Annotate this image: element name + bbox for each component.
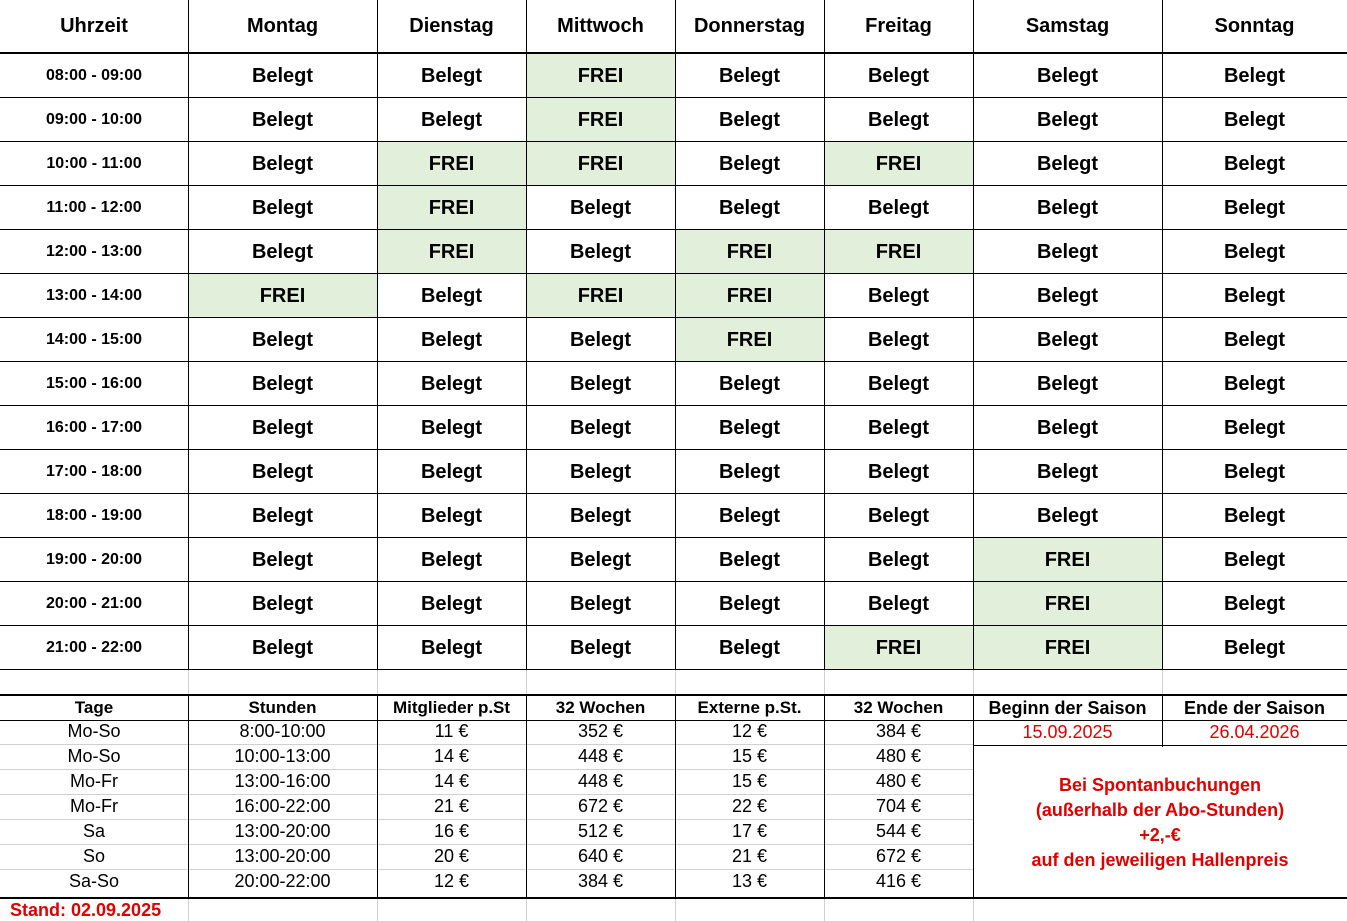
note-line: auf den jeweiligen Hallenpreis <box>1031 850 1289 870</box>
slot-booked: Belegt <box>718 416 781 439</box>
price-row-border <box>0 744 973 745</box>
slot-free[interactable]: FREI <box>377 230 526 274</box>
price-cell: 416 € <box>875 871 922 891</box>
slot-booked: Belegt <box>718 64 781 87</box>
slot-booked: Belegt <box>569 548 632 571</box>
time-slot-label: 21:00 - 22:00 <box>45 639 143 656</box>
schedule-header-cell: Dienstag <box>409 15 494 37</box>
column-border <box>675 0 676 670</box>
row-border <box>0 581 1347 582</box>
slot-booked: Belegt <box>251 460 314 483</box>
slot-booked: Belegt <box>867 460 930 483</box>
price-cell: Mo-Fr <box>70 771 118 791</box>
slot-booked: Belegt <box>867 284 930 307</box>
sheet-column-border <box>188 899 189 921</box>
price-cell: 448 € <box>577 746 624 766</box>
row-border <box>0 229 1347 230</box>
schedule-header-cell: Uhrzeit <box>60 15 128 37</box>
row-border <box>0 317 1347 318</box>
price-cell: 8:00-10:00 <box>239 721 326 741</box>
schedule-header-cell: Sonntag <box>1214 15 1295 37</box>
slot-free[interactable]: FREI <box>973 626 1162 670</box>
slot-booked: Belegt <box>569 636 632 659</box>
slot-booked: Belegt <box>1223 284 1286 307</box>
slot-free[interactable]: FREI <box>526 54 675 98</box>
slot-booked: Belegt <box>1036 64 1099 87</box>
slot-booked: Belegt <box>1223 64 1286 87</box>
slot-booked: Belegt <box>251 548 314 571</box>
price-row-border <box>0 794 973 795</box>
price-cell: 448 € <box>577 771 624 791</box>
price-cell: 13:00-16:00 <box>234 771 331 791</box>
price-cell: 16 € <box>433 821 470 841</box>
slot-booked: Belegt <box>1036 460 1099 483</box>
price-row-border <box>0 844 973 845</box>
price-header-cell: 32 Wochen <box>555 698 646 717</box>
row-border <box>0 669 1347 670</box>
row-border <box>0 185 1347 186</box>
price-cell: 16:00-22:00 <box>234 796 331 816</box>
time-slot-label: 16:00 - 17:00 <box>45 419 143 436</box>
slot-booked: Belegt <box>569 196 632 219</box>
price-cell: 544 € <box>875 821 922 841</box>
slot-free[interactable]: FREI <box>824 142 973 186</box>
time-slot-label: 09:00 - 10:00 <box>45 111 143 128</box>
time-slot-label: 08:00 - 09:00 <box>45 67 143 84</box>
price-column-border <box>188 695 189 897</box>
row-border <box>0 97 1347 98</box>
price-cell: So <box>82 846 106 866</box>
slot-booked: Belegt <box>251 372 314 395</box>
slot-booked: Belegt <box>1036 152 1099 175</box>
row-border <box>0 273 1347 274</box>
slot-free[interactable]: FREI <box>824 626 973 670</box>
slot-booked: Belegt <box>1223 548 1286 571</box>
note-line: (außerhalb der Abo-Stunden) <box>1035 800 1285 820</box>
price-cell: 12 € <box>731 721 768 741</box>
slot-booked: Belegt <box>1036 240 1099 263</box>
time-slot-label: 18:00 - 19:00 <box>45 507 143 524</box>
slot-booked: Belegt <box>718 504 781 527</box>
price-cell: 15 € <box>731 746 768 766</box>
slot-booked: Belegt <box>569 372 632 395</box>
price-column-border <box>526 695 527 897</box>
price-column-border <box>824 695 825 897</box>
price-cell: 704 € <box>875 796 922 816</box>
time-slot-label: 13:00 - 14:00 <box>45 287 143 304</box>
slot-booked: Belegt <box>251 636 314 659</box>
slot-booked: Belegt <box>420 416 483 439</box>
slot-booked: Belegt <box>867 328 930 351</box>
gap-column-border <box>675 670 676 694</box>
slot-booked: Belegt <box>1223 416 1286 439</box>
price-cell: 352 € <box>577 721 624 741</box>
slot-booked: Belegt <box>251 152 314 175</box>
row-border <box>0 537 1347 538</box>
slot-booked: Belegt <box>867 108 930 131</box>
price-cell: 20:00-22:00 <box>234 871 331 891</box>
price-cell: 22 € <box>731 796 768 816</box>
slot-booked: Belegt <box>1036 108 1099 131</box>
price-header-cell: Tage <box>74 698 114 717</box>
sheet-column-border <box>526 899 527 921</box>
price-cell: 13:00-20:00 <box>234 846 331 866</box>
slot-booked: Belegt <box>718 372 781 395</box>
slot-booked: Belegt <box>420 328 483 351</box>
slot-booked: Belegt <box>251 328 314 351</box>
slot-booked: Belegt <box>1036 196 1099 219</box>
price-header-cell: Stunden <box>248 698 317 717</box>
price-cell: Mo-So <box>67 746 121 766</box>
slot-booked: Belegt <box>867 372 930 395</box>
price-header-cell: Externe p.St. <box>697 698 802 717</box>
slot-booked: Belegt <box>718 196 781 219</box>
price-header-cell: 32 Wochen <box>853 698 944 717</box>
sheet-column-border <box>973 899 974 921</box>
gap-column-border <box>824 670 825 694</box>
slot-booked: Belegt <box>420 460 483 483</box>
slot-booked: Belegt <box>251 108 314 131</box>
slot-booked: Belegt <box>251 240 314 263</box>
slot-booked: Belegt <box>867 548 930 571</box>
season-begin-date: 15.09.2025 <box>1022 722 1113 742</box>
slot-booked: Belegt <box>569 460 632 483</box>
slot-booked: Belegt <box>1036 284 1099 307</box>
slot-free[interactable]: FREI <box>526 98 675 142</box>
price-cell: 15 € <box>731 771 768 791</box>
column-border <box>377 0 378 670</box>
price-cell: 672 € <box>577 796 624 816</box>
slot-booked: Belegt <box>718 460 781 483</box>
row-border <box>0 405 1347 406</box>
price-cell: 21 € <box>433 796 470 816</box>
slot-booked: Belegt <box>1223 196 1286 219</box>
sheet-column-border <box>824 899 825 921</box>
season-begin-label: Beginn der Saison <box>988 697 1147 718</box>
price-cell: 14 € <box>433 771 470 791</box>
slot-booked: Belegt <box>1036 416 1099 439</box>
price-cell: 21 € <box>731 846 768 866</box>
price-cell: Mo-Fr <box>70 796 118 816</box>
slot-booked: Belegt <box>1223 592 1286 615</box>
time-slot-label: 11:00 - 12:00 <box>46 199 142 216</box>
slot-booked: Belegt <box>1223 240 1286 263</box>
slot-booked: Belegt <box>867 592 930 615</box>
slot-booked: Belegt <box>867 504 930 527</box>
price-row-border <box>0 769 973 770</box>
slot-booked: Belegt <box>569 504 632 527</box>
row-border <box>0 361 1347 362</box>
price-column-border <box>377 695 378 897</box>
slot-booked: Belegt <box>1223 152 1286 175</box>
price-header-cell: Mitglieder p.St <box>392 698 511 717</box>
note-line: Bei Spontanbuchungen <box>1059 775 1261 795</box>
time-slot-label: 15:00 - 16:00 <box>45 375 143 392</box>
stand-date: Stand: 02.09.2025 <box>10 900 162 920</box>
schedule-header-cell: Donnerstag <box>693 15 806 37</box>
slot-free[interactable]: FREI <box>675 318 824 362</box>
row-border <box>0 449 1347 450</box>
note-line: +2,-€ <box>1139 825 1181 845</box>
price-cell: 384 € <box>875 721 922 741</box>
column-border <box>1162 0 1163 670</box>
price-cell: Mo-So <box>67 721 121 741</box>
price-cell: 10:00-13:00 <box>234 746 331 766</box>
price-cell: 14 € <box>433 746 470 766</box>
gap-column-border <box>188 670 189 694</box>
gap-column-border <box>377 670 378 694</box>
slot-booked: Belegt <box>1223 460 1286 483</box>
slot-booked: Belegt <box>1036 504 1099 527</box>
price-cell: 672 € <box>875 846 922 866</box>
season-end-label: Ende der Saison <box>1183 697 1326 718</box>
time-slot-label: 17:00 - 18:00 <box>45 463 143 480</box>
slot-booked: Belegt <box>1223 504 1286 527</box>
price-cell: 13 € <box>731 871 768 891</box>
sheet-column-border <box>377 899 378 921</box>
slot-free[interactable]: FREI <box>824 230 973 274</box>
gap-column-border <box>1162 670 1163 694</box>
slot-free[interactable]: FREI <box>526 274 675 318</box>
slot-booked: Belegt <box>251 416 314 439</box>
slot-booked: Belegt <box>718 636 781 659</box>
schedule-header-cell: Mittwoch <box>557 15 644 37</box>
slot-booked: Belegt <box>420 64 483 87</box>
price-cell: 640 € <box>577 846 624 866</box>
price-cell: 13:00-20:00 <box>234 821 331 841</box>
slot-free[interactable]: FREI <box>377 186 526 230</box>
slot-booked: Belegt <box>1223 108 1286 131</box>
column-border <box>973 0 974 670</box>
price-cell: 480 € <box>875 746 922 766</box>
slot-booked: Belegt <box>569 328 632 351</box>
price-cell: Sa-So <box>68 871 120 891</box>
schedule-header-cell: Samstag <box>1025 15 1110 37</box>
price-row-border <box>0 869 973 870</box>
time-slot-label: 19:00 - 20:00 <box>45 551 143 568</box>
price-cell: 480 € <box>875 771 922 791</box>
schedule-header-cell: Montag <box>246 15 319 37</box>
column-border <box>526 0 527 670</box>
price-cell: 12 € <box>433 871 470 891</box>
slot-booked: Belegt <box>420 548 483 571</box>
row-border <box>0 141 1347 142</box>
slot-free[interactable]: FREI <box>973 582 1162 626</box>
slot-booked: Belegt <box>1223 372 1286 395</box>
slot-booked: Belegt <box>1036 328 1099 351</box>
slot-booked: Belegt <box>569 240 632 263</box>
time-slot-label: 12:00 - 13:00 <box>45 243 143 260</box>
slot-booked: Belegt <box>251 196 314 219</box>
slot-booked: Belegt <box>420 108 483 131</box>
schedule-header-cell: Freitag <box>865 15 932 37</box>
slot-booked: Belegt <box>569 592 632 615</box>
slot-booked: Belegt <box>251 64 314 87</box>
slot-free[interactable]: FREI <box>377 142 526 186</box>
price-cell: 512 € <box>577 821 624 841</box>
slot-booked: Belegt <box>420 372 483 395</box>
price-column-border <box>675 695 676 897</box>
price-cell: 20 € <box>433 846 470 866</box>
slot-booked: Belegt <box>1223 328 1286 351</box>
time-slot-label: 10:00 - 11:00 <box>46 155 142 172</box>
price-table-bottom-border <box>0 897 1347 899</box>
slot-booked: Belegt <box>420 504 483 527</box>
slot-booked: Belegt <box>569 416 632 439</box>
slot-booked: Belegt <box>251 592 314 615</box>
row-border <box>0 493 1347 494</box>
slot-booked: Belegt <box>420 592 483 615</box>
slot-free[interactable]: FREI <box>188 274 377 318</box>
slot-booked: Belegt <box>1036 372 1099 395</box>
slot-free[interactable]: FREI <box>526 142 675 186</box>
time-slot-label: 14:00 - 15:00 <box>45 331 143 348</box>
column-border <box>188 0 189 670</box>
price-cell: 11 € <box>434 721 469 741</box>
time-slot-label: 20:00 - 21:00 <box>45 595 143 612</box>
slot-booked: Belegt <box>867 416 930 439</box>
slot-booked: Belegt <box>718 548 781 571</box>
spontaneous-booking-note <box>973 773 1347 873</box>
slot-free[interactable]: FREI <box>675 274 824 318</box>
slot-free[interactable]: FREI <box>675 230 824 274</box>
column-border <box>824 0 825 670</box>
slot-booked: Belegt <box>420 636 483 659</box>
gap-column-border <box>973 670 974 694</box>
season-dates-bottom-border <box>973 745 1347 746</box>
price-cell: Sa <box>82 821 106 841</box>
slot-booked: Belegt <box>867 64 930 87</box>
slot-booked: Belegt <box>420 284 483 307</box>
slot-booked: Belegt <box>867 196 930 219</box>
slot-booked: Belegt <box>251 504 314 527</box>
season-end-date: 26.04.2026 <box>1209 722 1300 742</box>
row-border <box>0 625 1347 626</box>
sheet-column-border <box>675 899 676 921</box>
slot-booked: Belegt <box>718 592 781 615</box>
slot-booked: Belegt <box>1223 636 1286 659</box>
gap-column-border <box>526 670 527 694</box>
price-cell: 17 € <box>731 821 768 841</box>
price-row-border <box>0 819 973 820</box>
slot-booked: Belegt <box>718 108 781 131</box>
price-cell: 384 € <box>577 871 624 891</box>
slot-free[interactable]: FREI <box>973 538 1162 582</box>
slot-booked: Belegt <box>718 152 781 175</box>
header-bottom-border <box>0 52 1347 54</box>
